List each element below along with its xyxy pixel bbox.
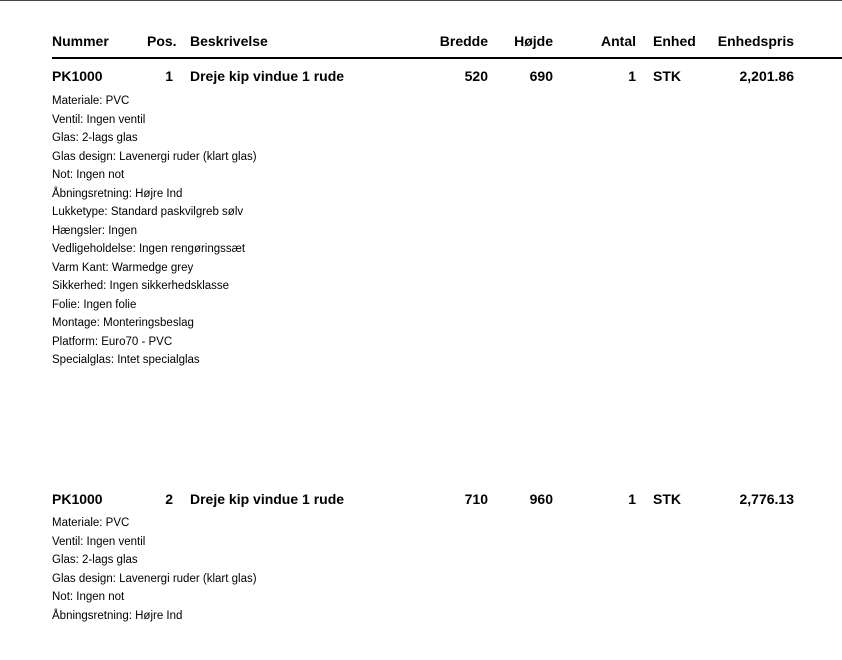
detail-line: Sikkerhed: Ingen sikkerhedsklasse — [52, 280, 230, 292]
item-nummer: PK1000 — [52, 68, 103, 84]
header-hojde: Højde — [514, 33, 553, 49]
header-beskrivelse: Beskrivelse — [190, 33, 268, 49]
header-nummer: Nummer — [52, 33, 109, 49]
table-row — [0, 68, 842, 86]
item-beskrivelse: Dreje kip vindue 1 rude — [190, 68, 345, 84]
detail-line: Specialglas: Intet specialglas — [52, 354, 200, 366]
item-bredde: 520 — [464, 68, 488, 84]
detail-line: Vedligeholdelse: Ingen rengøringssæt — [52, 243, 246, 255]
item-details-list — [52, 92, 257, 370]
detail-line: Not: Ingen not — [52, 169, 125, 181]
detail-line: Folie: Ingen folie — [52, 298, 137, 311]
header-pos: Pos. — [147, 33, 177, 49]
detail-line: Åbningsretning: Højre Ind — [52, 609, 183, 622]
detail-line: Glas: 2-lags glas — [52, 554, 138, 566]
item-antal: 1 — [628, 491, 636, 507]
detail-line: Varm Kant: Warmedge grey — [52, 261, 194, 274]
item-bredde: 710 — [464, 491, 488, 507]
item-hojde: 960 — [529, 491, 553, 507]
item-enhed: STK — [653, 68, 681, 84]
detail-line: Glas design: Lavenergi ruder (klart glas) — [52, 150, 257, 163]
header-bredde: Bredde — [439, 33, 488, 49]
detail-line: Glas design: Lavenergi ruder (klart glas) — [52, 572, 257, 585]
item-details-list — [52, 514, 257, 625]
header-antal: Antal — [601, 33, 636, 49]
detail-line: Ventil: Ingen ventil — [52, 113, 146, 126]
detail-line: Hængsler: Ingen — [52, 224, 138, 237]
detail-line: Platform: Euro70 - PVC — [52, 335, 173, 348]
table-row — [0, 491, 842, 509]
detail-line: Not: Ingen not — [52, 591, 125, 603]
detail-line: Materiale: PVC — [52, 95, 130, 107]
item-antal: 1 — [628, 68, 636, 84]
detail-line: Åbningsretning: Højre Ind — [52, 187, 183, 200]
item-pos: 1 — [165, 68, 173, 84]
page-top-rule — [0, 0, 842, 1]
detail-line: Materiale: PVC — [52, 517, 130, 529]
detail-line: Ventil: Ingen ventil — [52, 535, 146, 548]
header-enhedspris: Enhedspris — [717, 33, 794, 49]
detail-line: Lukketype: Standard paskvilgreb sølv — [52, 206, 244, 218]
item-beskrivelse: Dreje kip vindue 1 rude — [190, 491, 345, 507]
item-pos: 2 — [165, 491, 173, 507]
detail-line: Montage: Monteringsbeslag — [52, 317, 194, 329]
item-hojde: 690 — [529, 68, 553, 84]
item-nummer: PK1000 — [52, 491, 103, 507]
header-enhed: Enhed — [653, 33, 696, 49]
detail-line: Glas: 2-lags glas — [52, 132, 138, 144]
item-enhedspris: 2,201.86 — [739, 68, 794, 84]
item-enhed: STK — [653, 491, 681, 507]
item-enhedspris: 2,776.13 — [739, 491, 794, 507]
header-divider — [52, 57, 842, 59]
